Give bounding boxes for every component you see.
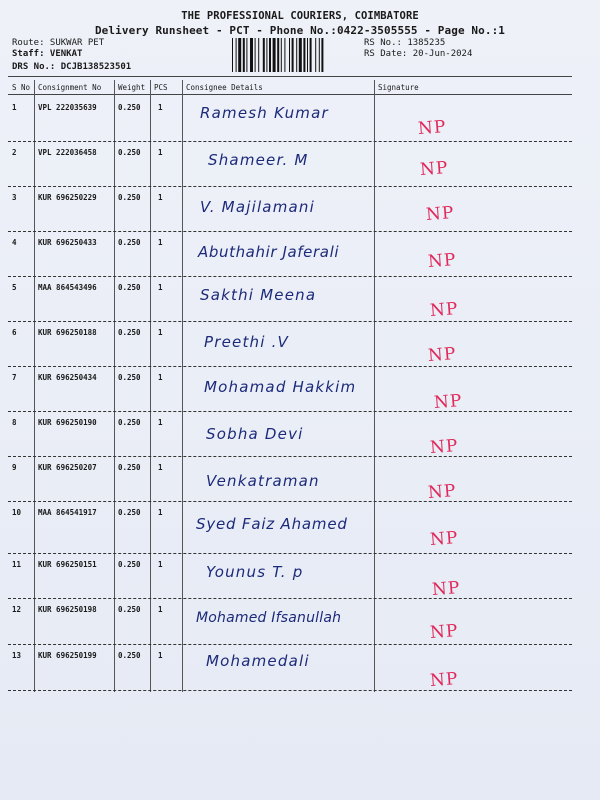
row-divider — [8, 690, 572, 691]
table-row — [0, 501, 600, 550]
row-weight: 0.250 — [118, 508, 141, 517]
row-signature: NP — [427, 481, 457, 503]
row-consignee-handwriting: Mohamedali — [206, 652, 310, 670]
table-row — [0, 186, 600, 231]
row-pcs: 1 — [158, 328, 163, 337]
row-signature: NP — [431, 578, 461, 600]
route-label: Route: SUKWAR PET — [12, 38, 105, 48]
rs-date: RS Date: 20-Jun-2024 — [364, 49, 473, 59]
row-consignment-no: KUR 696250199 — [38, 651, 97, 660]
table-row — [0, 276, 600, 321]
row-weight: 0.250 — [118, 373, 141, 382]
row-consignee-handwriting: Younus T. p — [206, 563, 304, 581]
row-consignee-handwriting: Syed Faiz Ahamed — [196, 515, 348, 533]
company-title: THE PROFESSIONAL COURIERS, COIMBATORE — [181, 10, 419, 22]
table-row — [0, 321, 600, 366]
row-consignment-no: MAA 864543496 — [38, 283, 97, 292]
row-s-no: 1 — [12, 103, 17, 112]
row-weight: 0.250 — [118, 193, 141, 202]
table-row — [0, 644, 600, 689]
row-signature: NP — [427, 344, 457, 366]
table-row — [0, 231, 600, 276]
barcode — [232, 38, 360, 72]
col-pcs: PCS — [154, 83, 168, 92]
row-signature: NP — [429, 669, 459, 691]
row-consignee-handwriting: Preethi .V — [204, 333, 290, 351]
row-consignment-no: KUR 696250207 — [38, 463, 97, 472]
col-signature: Signature — [378, 83, 419, 92]
row-signature: NP — [429, 436, 459, 458]
col-s-no: S No — [12, 83, 31, 92]
drs-number: DRS No.: DCJB138523501 — [12, 62, 132, 72]
runsheet-title: Delivery Runsheet - PCT - Phone No.:0422-3505555 - Page No.:1 — [94, 24, 506, 37]
row-weight: 0.250 — [118, 560, 141, 569]
row-s-no: 10 — [12, 508, 22, 517]
row-pcs: 1 — [158, 418, 163, 427]
staff-label: Staff: VENKAT — [12, 49, 83, 59]
col-weight: Weight — [118, 83, 146, 92]
row-signature: NP — [429, 299, 459, 321]
row-s-no: 2 — [12, 148, 17, 157]
table-row — [0, 456, 600, 501]
row-consignment-no: KUR 696250188 — [38, 328, 97, 337]
row-s-no: 6 — [12, 328, 17, 337]
row-signature: NP — [425, 203, 455, 225]
table-row — [0, 553, 600, 598]
row-consignment-no: VPL 222036458 — [38, 148, 97, 157]
row-s-no: 8 — [12, 418, 17, 427]
row-consignee-handwriting: Abuthahir Jaferali — [198, 243, 340, 261]
row-s-no: 12 — [12, 605, 22, 614]
row-consignment-no: KUR 696250434 — [38, 373, 97, 382]
row-consignee-handwriting: V. Majilamani — [200, 198, 315, 216]
row-s-no: 4 — [12, 238, 17, 247]
row-weight: 0.250 — [118, 463, 141, 472]
row-pcs: 1 — [158, 238, 163, 247]
row-weight: 0.250 — [118, 238, 141, 247]
row-weight: 0.250 — [118, 605, 141, 614]
table-row — [0, 598, 600, 643]
row-consignment-no: KUR 696250198 — [38, 605, 97, 614]
row-weight: 0.250 — [118, 283, 141, 292]
row-s-no: 7 — [12, 373, 17, 382]
table-row — [0, 366, 600, 411]
row-consignee-handwriting: Shameer. M — [208, 151, 309, 169]
row-weight: 0.250 — [118, 148, 141, 157]
col-consignee-details: Consignee Details — [186, 83, 263, 92]
table-row — [0, 411, 600, 456]
row-pcs: 1 — [158, 651, 163, 660]
row-signature: NP — [419, 158, 449, 180]
row-weight: 0.250 — [118, 651, 141, 660]
header-divider — [8, 76, 572, 77]
row-signature: NP — [433, 391, 463, 413]
table-row — [0, 96, 600, 141]
row-consignee-handwriting: Ramesh Kumar — [200, 104, 329, 122]
row-s-no: 3 — [12, 193, 17, 202]
row-signature: NP — [417, 117, 447, 139]
rs-number: RS No.: 1385235 — [364, 38, 446, 48]
row-pcs: 1 — [158, 193, 163, 202]
row-weight: 0.250 — [118, 418, 141, 427]
table-row — [0, 141, 600, 186]
row-signature: NP — [429, 621, 459, 643]
row-consignee-handwriting: Sakthi Meena — [200, 286, 317, 304]
table-header — [0, 80, 600, 94]
row-signature: NP — [429, 528, 459, 550]
row-consignment-no: MAA 864541917 — [38, 508, 97, 517]
row-s-no: 11 — [12, 560, 22, 569]
row-consignment-no: KUR 696250229 — [38, 193, 97, 202]
row-consignment-no: KUR 696250151 — [38, 560, 97, 569]
row-signature: NP — [427, 250, 457, 272]
row-pcs: 1 — [158, 148, 163, 157]
row-consignee-handwriting: Sobha Devi — [206, 425, 304, 443]
row-s-no: 13 — [12, 651, 22, 660]
table-header-divider — [8, 94, 572, 95]
row-pcs: 1 — [158, 508, 163, 517]
row-pcs: 1 — [158, 103, 163, 112]
row-s-no: 9 — [12, 463, 17, 472]
row-pcs: 1 — [158, 605, 163, 614]
row-pcs: 1 — [158, 560, 163, 569]
row-pcs: 1 — [158, 463, 163, 472]
row-consignee-handwriting: Mohamed Ifsanullah — [196, 610, 342, 626]
row-s-no: 5 — [12, 283, 17, 292]
row-pcs: 1 — [158, 373, 163, 382]
row-pcs: 1 — [158, 283, 163, 292]
col-consignment-no: Consignment No — [38, 83, 102, 92]
row-consignee-handwriting: Mohamad Hakkim — [204, 378, 357, 396]
row-weight: 0.250 — [118, 328, 141, 337]
row-consignee-handwriting: Venkatraman — [206, 472, 320, 490]
row-consignment-no: KUR 696250433 — [38, 238, 97, 247]
row-consignment-no: KUR 696250190 — [38, 418, 97, 427]
row-weight: 0.250 — [118, 103, 141, 112]
row-consignment-no: VPL 222035639 — [38, 103, 97, 112]
